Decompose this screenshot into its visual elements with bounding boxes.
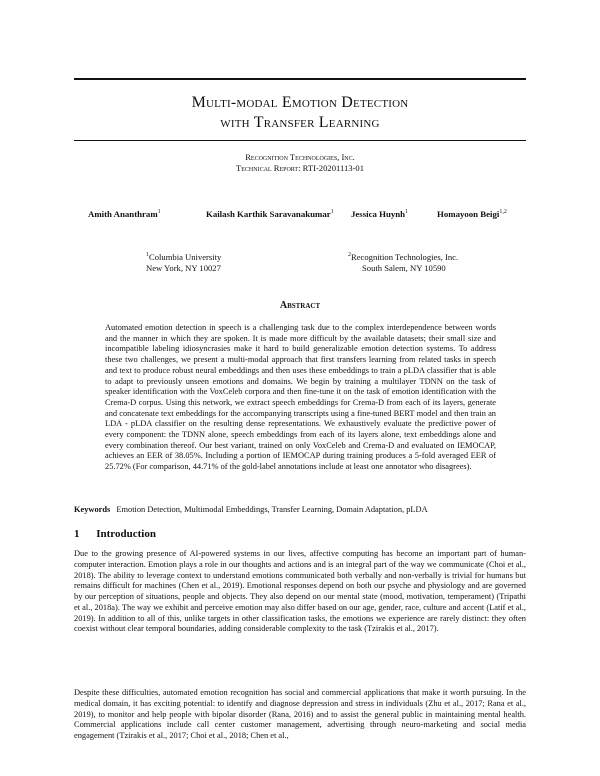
body-paragraph: Despite these difficulties, automated emotion recognition has social and commercial applications that make it worth pursuing. In the medical domain, it has exciting potential: to identify and diagnose depression and stress in individuals (Zhu et al., 2017; Rana et al., 2019), to monitor and help people with bipolar disorder (Rana, 2016) and to assist the general public in maintaining mental health. Commercial applications include call center customer management, advertising through neuro-marketing and social media engagement (Tzirakis et al., 2017; Choi et al., 2018; Chen et al., xyxy=(74,688,526,740)
affiliation: $^2$Recognition Technologies, Inc. South Salem, NY 10590 xyxy=(348,251,459,273)
affiliation: $^1$Columbia University New York, NY 10027 xyxy=(146,251,222,273)
keywords-list: Emotion Detection, Multimodal Embeddings, Transfer Learning, Domain Adaptation, pLDA xyxy=(116,505,428,514)
section-title: Introduction xyxy=(96,528,156,540)
author: Homayoon Beigi$^{1,2}$ xyxy=(437,209,507,219)
report-info xyxy=(74,152,526,174)
report-number: Technical Report: RTI-20201113-01 xyxy=(235,163,365,173)
paper-title xyxy=(74,93,526,133)
abstract-heading: Abstract xyxy=(279,300,321,311)
title-bottom-rule xyxy=(74,140,526,141)
author: Kailash Karthik Saravanakumar$^1$ xyxy=(206,209,334,219)
abstract-text: Automated emotion detection in speech is a challenging task due to the complex interdependence between words and the manner in which they are spoken. It is made more difficult by the available datasets; their small size and incompatible labeling idiosyncrasies make it hard to build generalizable emotion detection systems. To address these two challenges, we present a multi-modal approach that first transfers learning from related tasks in speech and text to produce robust neural embeddings and then uses these embeddings to train a pLDA classifier that is able to adapt to previously unseen emotions and domains. We begin by training a multilayer TDNN on the task of speaker identification with the VoxCeleb corpora and then fine-tune it on the task of emotion identification with the Crema-D corpus. Using this network, we extract speech embeddings for Crema-D from each of its layers, generate and concatenate text embeddings for the accompanying transcripts using a fine-tuned BERT model and then train an LDA - pLDA classifier on the resulting dense representations. We exhaustively evaluate the predictive power of every component: the TDNN alone, speech embeddings from each of its layers alone, text embeddings alone and every combination thereof. Our best variant, trained on only VoxCeleb and Crema-D and evaluated on IEMOCAP, achieves an EER of 38.05%. Including a portion of IEMOCAP during training produces a 5-fold averaged EER of 25.72% (For comparison, 44.71% of the gold-label annotations include at least one annotator who disagrees). xyxy=(105,323,496,472)
section-number: 1 xyxy=(74,528,80,540)
keywords-label: Keywords xyxy=(74,505,111,514)
organization: Recognition Technologies, Inc. xyxy=(245,152,355,162)
body-paragraph: Due to the growing presence of AI-powered systems in our lives, affective computing has become an important part of human-computer interaction. Emotion plays a role in our thoughts and actions and is an integral part of the way we communicate (Choi et al., 2018). The ability to leverage context to understand emotions communicated both verbally and non-verbally is trivial for humans but remains difficult for machines (Chen et al., 2019). Emotional responses depend on both our psyche and physiology and are governed by our perception of situations, people and objects. They also depend on our mental state (mood, motivation, temperament) (Tripathi et al., 2018a). The way we exhibit and perceive emotion may also differ based on our age, gender, race, culture and accent (Latif et al., 2019). In addition to all of this, unlike targets in other classification tasks, the emotions we experience are rarely distinct: they often coexist without clear temporal boundaries, adding considerable complexity to the task (Tzirakis et al., 2017). xyxy=(74,549,526,634)
title-line-1: Multi-modal Emotion Detection xyxy=(191,94,409,111)
keywords xyxy=(74,504,526,515)
title-line-2: with Transfer Learning xyxy=(220,114,380,131)
author: Jessica Huynh$^1$ xyxy=(351,209,409,219)
title-top-rule xyxy=(74,78,526,80)
author: Amith Ananthram$^1$ xyxy=(88,209,161,219)
section-heading xyxy=(74,528,156,540)
